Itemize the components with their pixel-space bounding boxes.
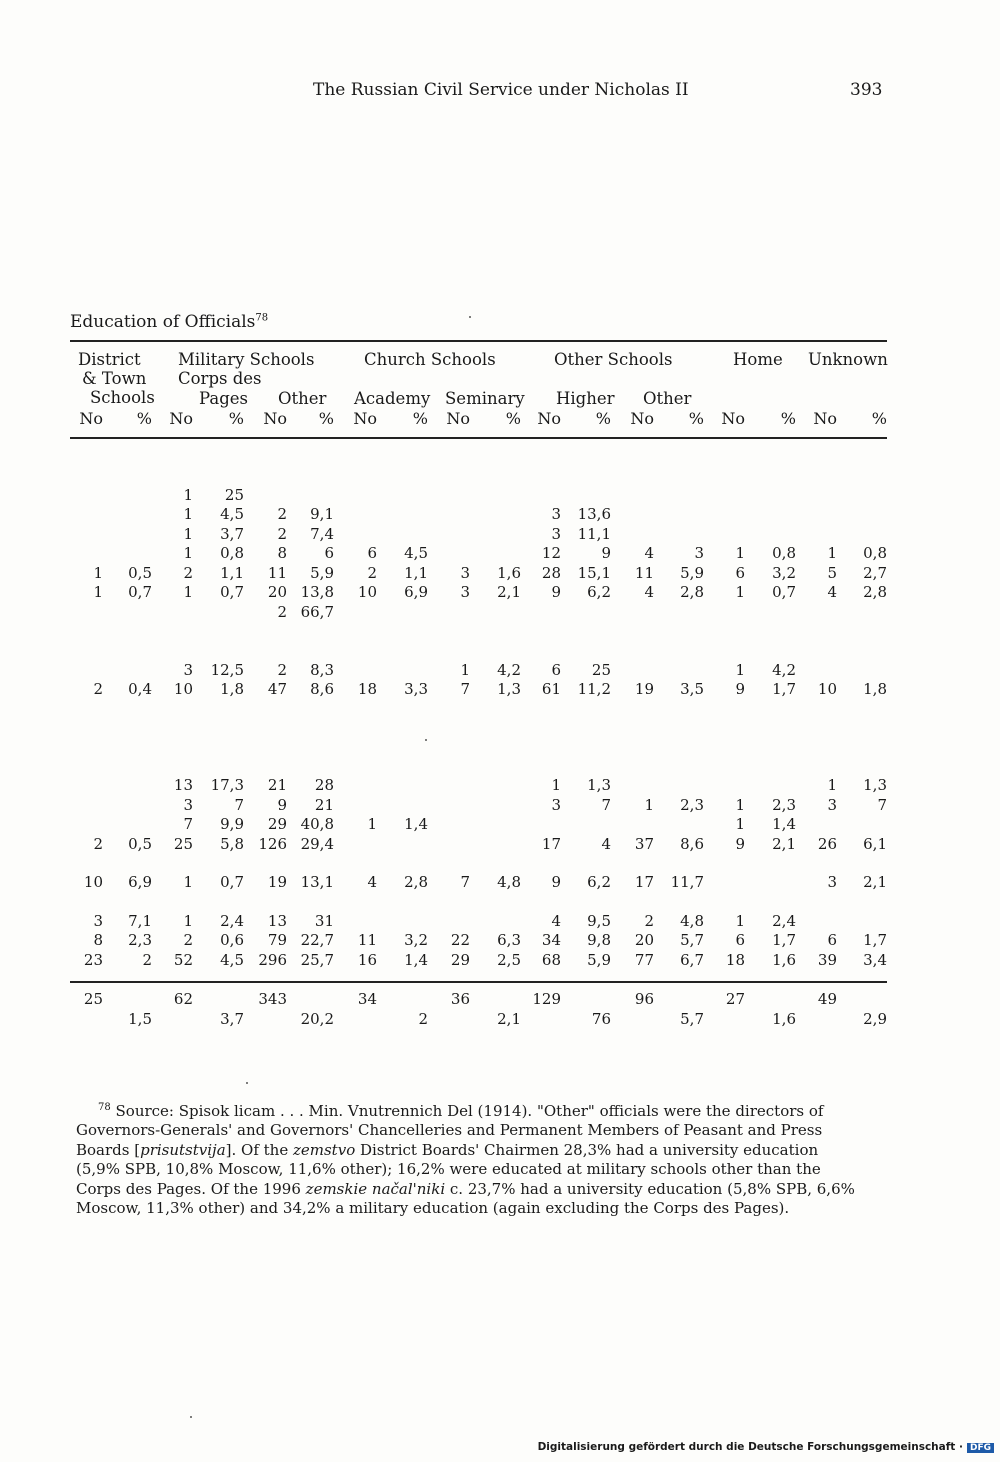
table-cell: 23: [83, 951, 103, 969]
scan-speck: [425, 739, 427, 741]
footnote-text: c. 23,7% had a university education (5,8% SPB, 6,6%: [445, 1179, 855, 1198]
table-caption: [70, 312, 268, 332]
table-cell: 0,5: [128, 835, 152, 853]
table-cell: 6: [551, 661, 561, 679]
table-cell: 5,9: [587, 951, 611, 969]
table-cell: 9: [735, 835, 745, 853]
total-percent: 2: [418, 1010, 428, 1028]
table-cell: 4,8: [680, 912, 704, 930]
table-cell: 8,3: [310, 661, 334, 679]
table-cell: 39: [817, 951, 837, 969]
table-cell: 9: [277, 796, 287, 814]
table-cell: 0,7: [220, 583, 244, 601]
table-cell: 20: [267, 583, 287, 601]
table-cell: 61: [541, 680, 561, 698]
table-cell: 4: [551, 912, 561, 930]
table-cell: 0,7: [772, 583, 796, 601]
table-cell: 2,3: [680, 796, 704, 814]
table-cell: 2: [277, 525, 287, 543]
table-cell: 5: [827, 564, 837, 582]
table-cell: 1: [93, 564, 103, 582]
table-cell: 3: [460, 583, 470, 601]
column-header: %: [136, 409, 152, 428]
subgroup-military-other: Other: [278, 389, 327, 408]
footnote-text: District Boards' Chairmen 28,3% had a university education: [355, 1140, 819, 1159]
group-home: Home: [733, 350, 783, 369]
table-cell: 13: [267, 912, 287, 930]
table-cell: 3: [827, 873, 837, 891]
table-cell: 6,9: [404, 583, 428, 601]
table-cell: 1: [827, 776, 837, 794]
table-cell: 1,4: [404, 951, 428, 969]
table-cell: 9: [551, 873, 561, 891]
table-cell: 40,8: [300, 815, 334, 833]
table-cell: 5,9: [680, 564, 704, 582]
footnote-text: Source: Spisok licam . . . Min. Vnutrennich Del (1914). "Other" officials were the directors of: [115, 1102, 824, 1120]
subgroup-higher: Higher: [556, 389, 615, 408]
total-count: 25: [83, 990, 103, 1008]
table-cell: 77: [634, 951, 654, 969]
table-cell: 9: [551, 583, 561, 601]
column-header: No: [353, 409, 377, 428]
table-cell: 1: [183, 544, 193, 562]
table-cell: 6,3: [497, 931, 521, 949]
table-cell: 3: [93, 912, 103, 930]
table-cell: 52: [173, 951, 193, 969]
table-cell: 0,7: [128, 583, 152, 601]
table-cell: 47: [267, 680, 287, 698]
group-church-schools: Church Schools: [364, 350, 496, 369]
table-cell: 9,1: [310, 505, 334, 523]
dfg-digitization-note: [538, 1441, 994, 1453]
table-cell: 7: [460, 873, 470, 891]
table-cell: 2: [93, 680, 103, 698]
table-cell: 66,7: [300, 603, 334, 621]
table-cell: 9,8: [587, 931, 611, 949]
table-cell: 11,7: [670, 873, 704, 891]
table-cell: 6,2: [587, 583, 611, 601]
table-cell: 9: [601, 544, 611, 562]
column-header: No: [813, 409, 837, 428]
table-cell: 296: [258, 951, 287, 969]
table-cell: 15,1: [577, 564, 611, 582]
table-cell: 11: [634, 564, 654, 582]
table-cell: 17: [541, 835, 561, 853]
total-count: 62: [173, 990, 193, 1008]
table-cell: 0,4: [128, 680, 152, 698]
caption-footnote-ref: 78: [255, 312, 269, 324]
total-count: 96: [634, 990, 654, 1008]
dfg-logo: DFG: [967, 1443, 994, 1453]
table-cell: 2: [367, 564, 377, 582]
footnote-number: 78: [98, 1102, 111, 1113]
column-header: No: [263, 409, 287, 428]
scan-speck: [246, 1082, 248, 1084]
table-cell: 2,8: [680, 583, 704, 601]
total-percent: 1,5: [128, 1010, 152, 1028]
total-percent: 3,7: [220, 1010, 244, 1028]
table-cell: 0,5: [128, 564, 152, 582]
column-header: %: [688, 409, 704, 428]
table-cell: 6: [827, 931, 837, 949]
table-cell: 6: [324, 544, 334, 562]
column-header: %: [412, 409, 428, 428]
table-cell: 16: [357, 951, 377, 969]
table-cell: 3,2: [404, 931, 428, 949]
table-cell: 1,4: [404, 815, 428, 833]
table-cell: 4,5: [220, 505, 244, 523]
table-cell: 1: [735, 815, 745, 833]
table-cell: 2: [93, 835, 103, 853]
table-cell: 1: [551, 776, 561, 794]
footnote-line: [76, 1180, 860, 1199]
table-cell: 28: [314, 776, 334, 794]
group-label: Military Schools: [178, 350, 315, 369]
table-cell: 13: [173, 776, 193, 794]
totals-rule: [70, 981, 887, 983]
group-district-schools: [78, 350, 155, 407]
table-cell: 7: [234, 796, 244, 814]
table-cell: 6: [735, 931, 745, 949]
column-header: No: [721, 409, 745, 428]
column-header: No: [169, 409, 193, 428]
table-cell: 4,2: [772, 661, 796, 679]
table-cell: 17,3: [210, 776, 244, 794]
table-cell: 2: [142, 951, 152, 969]
group-unknown: Unknown: [808, 350, 888, 369]
table-cell: 17: [634, 873, 654, 891]
table-cell: 20: [634, 931, 654, 949]
table-cell: 18: [357, 680, 377, 698]
table-cell: 1: [735, 544, 745, 562]
table-cell: 29: [267, 815, 287, 833]
table-cell: 3: [551, 505, 561, 523]
total-count: 343: [258, 990, 287, 1008]
table-cell: 3: [460, 564, 470, 582]
group-label: & Town: [82, 369, 147, 388]
table-top-rule: [70, 340, 887, 342]
table-cell: 1,7: [772, 931, 796, 949]
total-percent: 2,9: [863, 1010, 887, 1028]
table-cell: 3: [827, 796, 837, 814]
digitization-text: Digitalisierung gefördert durch die Deutsche Forschungsgemeinschaft ·: [537, 1441, 963, 1453]
header-bottom-rule: [70, 437, 887, 439]
table-cell: 1: [183, 486, 193, 504]
table-cell: 6,1: [863, 835, 887, 853]
footnote-italic: zemstvo: [292, 1140, 356, 1159]
table-cell: 1: [735, 661, 745, 679]
table-cell: 7: [183, 815, 193, 833]
table-cell: 0,8: [772, 544, 796, 562]
table-cell: 1: [183, 873, 193, 891]
table-cell: 4,5: [220, 951, 244, 969]
table-cell: 1: [183, 912, 193, 930]
footnote-line: (5,9% SPB, 10,8% Moscow, 11,6% other); 16,2% were educated at military schools other than the: [76, 1160, 821, 1179]
table-cell: 2,8: [404, 873, 428, 891]
subgroup-pages: Pages: [199, 389, 248, 408]
table-cell: 2,1: [497, 583, 521, 601]
table-cell: 1,6: [772, 951, 796, 969]
total-percent: 76: [591, 1010, 611, 1028]
table-cell: 2,1: [863, 873, 887, 891]
subgroup-academy: Academy: [354, 389, 431, 408]
total-percent: 5,7: [680, 1010, 704, 1028]
table-cell: 3: [183, 661, 193, 679]
table-cell: 1,1: [404, 564, 428, 582]
table-cell: 1: [93, 583, 103, 601]
table-cell: 2,5: [497, 951, 521, 969]
table-cell: 8: [93, 931, 103, 949]
table-cell: 1,1: [220, 564, 244, 582]
table-cell: 29,4: [300, 835, 334, 853]
table-cell: 2: [277, 505, 287, 523]
column-header: %: [228, 409, 244, 428]
table-cell: 2,4: [220, 912, 244, 930]
table-cell: 4,2: [497, 661, 521, 679]
subgroup-seminary: Seminary: [445, 389, 525, 408]
table-cell: 1,8: [220, 680, 244, 698]
table-cell: 1,3: [863, 776, 887, 794]
table-cell: 1: [827, 544, 837, 562]
table-cell: 79: [267, 931, 287, 949]
table-cell: 1: [460, 661, 470, 679]
table-cell: 3,4: [863, 951, 887, 969]
footnote-text: Boards [: [76, 1140, 141, 1159]
column-header: No: [630, 409, 654, 428]
table-cell: 37: [634, 835, 654, 853]
table-cell: 7: [877, 796, 887, 814]
table-cell: 10: [357, 583, 377, 601]
table-cell: 11,2: [577, 680, 611, 698]
table-cell: 9,5: [587, 912, 611, 930]
table-cell: 5,9: [310, 564, 334, 582]
footnote-text: Corps des Pages. Of the 1996: [76, 1179, 306, 1198]
group-label: District: [78, 350, 141, 369]
table-cell: 1,7: [863, 931, 887, 949]
table-cell: 3: [183, 796, 193, 814]
footnote-line: Governors-Generals' and Governors' Chancelleries and Permanent Members of Peasant and Press: [76, 1121, 823, 1140]
table-cell: 5,8: [220, 835, 244, 853]
table-cell: 21: [314, 796, 334, 814]
table-cell: 3: [551, 796, 561, 814]
scan-speck: [469, 316, 471, 318]
total-percent: 2,1: [497, 1010, 521, 1028]
table-caption-text: Education of Officials: [70, 312, 256, 332]
table-cell: 26: [817, 835, 837, 853]
table-cell: 1: [183, 525, 193, 543]
column-header: %: [780, 409, 796, 428]
table-cell: 9,9: [220, 815, 244, 833]
table-cell: 1: [735, 796, 745, 814]
table-cell: 4: [601, 835, 611, 853]
table-cell: 13,8: [300, 583, 334, 601]
table-cell: 28: [541, 564, 561, 582]
footnote-line: Moscow, 11,3% other) and 34,2% a military education (again excluding the Corps des Pages).: [76, 1199, 790, 1218]
table-cell: 31: [314, 912, 334, 930]
table-cell: 13,1: [300, 873, 334, 891]
table-cell: 25: [224, 486, 244, 504]
page-number: 393: [850, 80, 883, 100]
group-label: Corps des: [178, 369, 262, 388]
subgroup-other-schools-other: Other: [643, 389, 692, 408]
column-header: %: [595, 409, 611, 428]
table-cell: 2,1: [772, 835, 796, 853]
table-cell: 2: [644, 912, 654, 930]
table-cell: 13,6: [577, 505, 611, 523]
table-cell: 3,7: [220, 525, 244, 543]
table-cell: 25: [591, 661, 611, 679]
table-cell: 2,7: [863, 564, 887, 582]
table-cell: 68: [541, 951, 561, 969]
column-header: %: [318, 409, 334, 428]
table-cell: 2,3: [128, 931, 152, 949]
table-cell: 1,3: [587, 776, 611, 794]
table-cell: 0,8: [863, 544, 887, 562]
table-cell: 0,7: [220, 873, 244, 891]
table-cell: 4: [644, 583, 654, 601]
table-cell: 8,6: [310, 680, 334, 698]
table-cell: 2: [277, 661, 287, 679]
table-cell: 126: [258, 835, 287, 853]
footnote: [76, 1098, 860, 1218]
table-cell: 1,7: [772, 680, 796, 698]
table-cell: 6,2: [587, 873, 611, 891]
table-cell: 11: [357, 931, 377, 949]
table-cell: 3,5: [680, 680, 704, 698]
table-cell: 25,7: [300, 951, 334, 969]
footnote-line: [76, 1098, 860, 1121]
total-count: 36: [450, 990, 470, 1008]
table-cell: 1,4: [772, 815, 796, 833]
table-cell: 11: [267, 564, 287, 582]
group-label: Schools: [90, 388, 155, 407]
table-cell: 7: [601, 796, 611, 814]
footnote-line: [76, 1141, 860, 1160]
table-cell: 2: [183, 931, 193, 949]
table-cell: 10: [817, 680, 837, 698]
total-count: 49: [817, 990, 837, 1008]
table-cell: 21: [267, 776, 287, 794]
table-cell: 1,3: [497, 680, 521, 698]
table-cell: 11,1: [577, 525, 611, 543]
table-cell: 1: [735, 583, 745, 601]
group-other-schools: Other Schools: [554, 350, 673, 369]
table-cell: 0,8: [220, 544, 244, 562]
table-cell: 25: [173, 835, 193, 853]
table-cell: 2,8: [863, 583, 887, 601]
table-cell: 3: [694, 544, 704, 562]
total-count: 34: [357, 990, 377, 1008]
table-cell: 5,7: [680, 931, 704, 949]
table-cell: 1: [644, 796, 654, 814]
table-cell: 2,3: [772, 796, 796, 814]
footnote-text: ]. Of the: [225, 1140, 293, 1159]
table-cell: 6: [367, 544, 377, 562]
total-count: 129: [532, 990, 561, 1008]
table-cell: 4,8: [497, 873, 521, 891]
table-cell: 6,9: [128, 873, 152, 891]
table-cell: 7: [460, 680, 470, 698]
table-cell: 22: [450, 931, 470, 949]
table-cell: 7,4: [310, 525, 334, 543]
table-cell: 10: [83, 873, 103, 891]
table-cell: 3: [551, 525, 561, 543]
table-cell: 4,5: [404, 544, 428, 562]
table-cell: 6: [735, 564, 745, 582]
table-cell: 9: [735, 680, 745, 698]
table-cell: 34: [541, 931, 561, 949]
table-cell: 6,7: [680, 951, 704, 969]
table-cell: 4: [644, 544, 654, 562]
table-cell: 22,7: [300, 931, 334, 949]
column-header: %: [505, 409, 521, 428]
table-cell: 18: [725, 951, 745, 969]
footnote-italic: zemskie načal'niki: [305, 1179, 446, 1198]
running-title: The Russian Civil Service under Nicholas II: [313, 80, 689, 100]
table-cell: 0,6: [220, 931, 244, 949]
table-cell: 1,8: [863, 680, 887, 698]
column-header: No: [446, 409, 470, 428]
table-cell: 2: [277, 603, 287, 621]
table-cell: 1: [735, 912, 745, 930]
group-military-schools: [178, 350, 314, 388]
column-header: No: [537, 409, 561, 428]
table-cell: 12: [541, 544, 561, 562]
column-header: No: [79, 409, 103, 428]
table-cell: 10: [173, 680, 193, 698]
table-cell: 4: [367, 873, 377, 891]
table-cell: 19: [267, 873, 287, 891]
table-cell: 8,6: [680, 835, 704, 853]
table-cell: 8: [277, 544, 287, 562]
scan-speck: [190, 1416, 192, 1418]
table-cell: 1,6: [497, 564, 521, 582]
table-cell: 3,3: [404, 680, 428, 698]
table-cell: 19: [634, 680, 654, 698]
footnote-italic: prisutstvija: [140, 1140, 226, 1159]
table-cell: 1: [183, 505, 193, 523]
table-cell: 29: [450, 951, 470, 969]
table-cell: 2,4: [772, 912, 796, 930]
table-cell: 1: [367, 815, 377, 833]
total-count: 27: [725, 990, 745, 1008]
table-cell: 3,2: [772, 564, 796, 582]
table-cell: 1: [183, 583, 193, 601]
table-cell: 4: [827, 583, 837, 601]
table-cell: 7,1: [128, 912, 152, 930]
column-header: %: [871, 409, 887, 428]
table-cell: 12,5: [210, 661, 244, 679]
total-percent: 1,6: [772, 1010, 796, 1028]
table-cell: 2: [183, 564, 193, 582]
total-percent: 20,2: [300, 1010, 334, 1028]
